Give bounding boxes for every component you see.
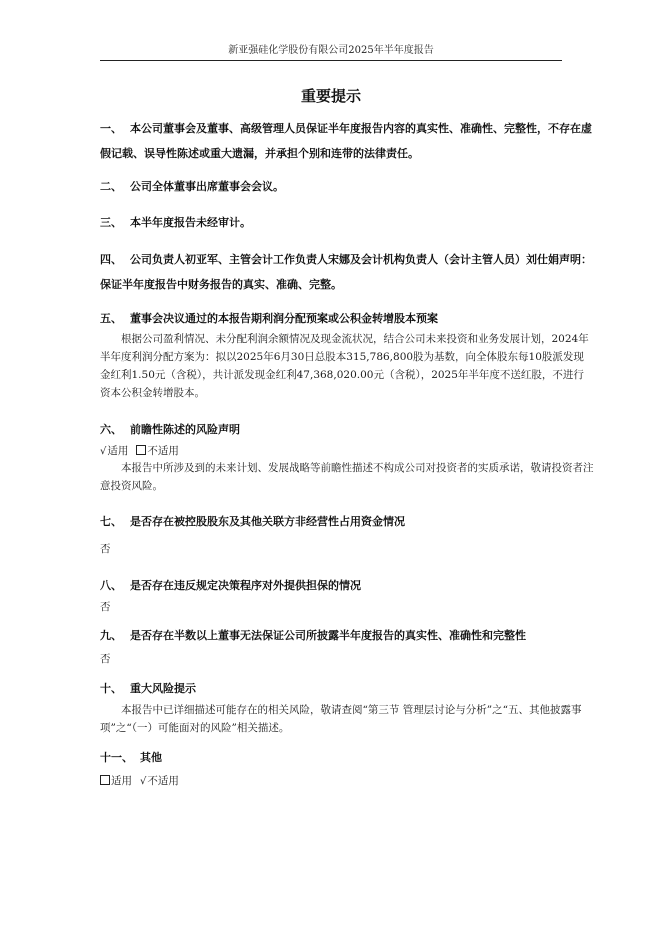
section-6-body: 本报告中所涉及到的未来计划、发展战略等前瞻性描述不构成公司对投资者的实质承诺，敬请投资者注意投资风险。 — [100, 462, 594, 492]
section-11-options — [100, 773, 594, 790]
section-text: 是否存在违反规定决策程序对外提供担保的情况 — [130, 579, 361, 592]
section-text: 是否存在半数以上董事无法保证公司所披露半年度报告的真实性、准确性和完整性 — [130, 629, 526, 642]
section-number: 九、 — [100, 629, 122, 642]
section-number: 十、 — [100, 682, 122, 695]
running-header: 新亚强硅化学股份有限公司2025年半年度报告 — [228, 45, 434, 56]
section-7-heading — [100, 510, 594, 534]
section-8-answer: 否 — [100, 601, 111, 613]
section-2-heading — [100, 175, 594, 199]
empty-checkbox-icon — [100, 775, 110, 785]
header-divider — [100, 60, 562, 61]
section-10-body: 本报告中已详细描述可能存在的相关风险，敬请查阅“第三节 管理层讨论与分析”之“五、其他披露事项”之“（一）可能面对的风险”相关描述。 — [100, 704, 582, 734]
section-6-options — [100, 443, 594, 460]
section-text: 本半年度报告未经审计。 — [130, 216, 251, 229]
section-number: 八、 — [100, 579, 122, 592]
checkmark-icon: √ — [140, 776, 147, 787]
section-1-heading — [100, 116, 594, 166]
section-number: 四、 — [100, 253, 122, 266]
option-not-applicable: 不适用 — [136, 443, 179, 459]
option-applicable: √适用 — [100, 445, 129, 457]
empty-checkbox-icon — [136, 445, 146, 455]
option-applicable: 适用 — [100, 773, 132, 789]
section-number: 五、 — [100, 312, 122, 325]
section-5-heading — [100, 307, 594, 331]
section-text: 前瞻性陈述的风险声明 — [130, 423, 240, 436]
section-number: 一、 — [100, 122, 122, 135]
section-number: 十一、 — [100, 751, 133, 764]
section-number: 二、 — [100, 180, 122, 193]
page-title: 重要提示 — [300, 87, 361, 105]
section-10-heading — [100, 677, 594, 701]
option-not-applicable: √不适用 — [140, 775, 179, 787]
section-text: 是否存在被控股股东及其他关联方非经营性占用资金情况 — [130, 515, 405, 528]
section-text: 公司负责人初亚军、主管会计工作负责人宋娜及会计机构负责人（会计主管人员）刘仕娟声明：保证半年度报告中财务报告的真实、准确、完整。 — [100, 253, 592, 291]
section-9-heading — [100, 624, 594, 648]
section-number: 三、 — [100, 216, 122, 229]
checkmark-icon: √ — [100, 446, 107, 457]
section-text: 本公司董事会及董事、高级管理人员保证半年度报告内容的真实性、准确性、完整性，不存在虚假记载、误导性陈述或重大遗漏，并承担个别和连带的法律责任。 — [100, 122, 592, 160]
section-number: 七、 — [100, 515, 122, 528]
section-6-heading — [100, 418, 594, 442]
section-7-answer: 否 — [100, 543, 111, 555]
section-text: 董事会决议通过的本报告期利润分配预案或公积金转增股本预案 — [130, 312, 438, 325]
section-3-heading — [100, 211, 594, 235]
section-text: 重大风险提示 — [130, 682, 196, 695]
section-11-heading — [100, 746, 594, 770]
section-text: 其他 — [140, 751, 162, 764]
section-number: 六、 — [100, 423, 122, 436]
section-5-body: 根据公司盈利情况、未分配利润余额情况及现金流状况，结合公司未来投资和业务发展计划，2024年半年度利润分配方案为：拟以2025年6月30日总股本315,786,800股为基数，向全体股东每10股派发现金红利1.50元（含税），共计派发现金红利47,368,020.00元（含税），2025年半年度不送红股，不进行资本公积金转增股本。 — [100, 333, 589, 399]
section-text: 公司全体董事出席董事会会议。 — [130, 180, 284, 193]
section-8-heading — [100, 574, 594, 598]
section-9-answer: 否 — [100, 653, 111, 665]
section-4-heading — [100, 247, 594, 297]
